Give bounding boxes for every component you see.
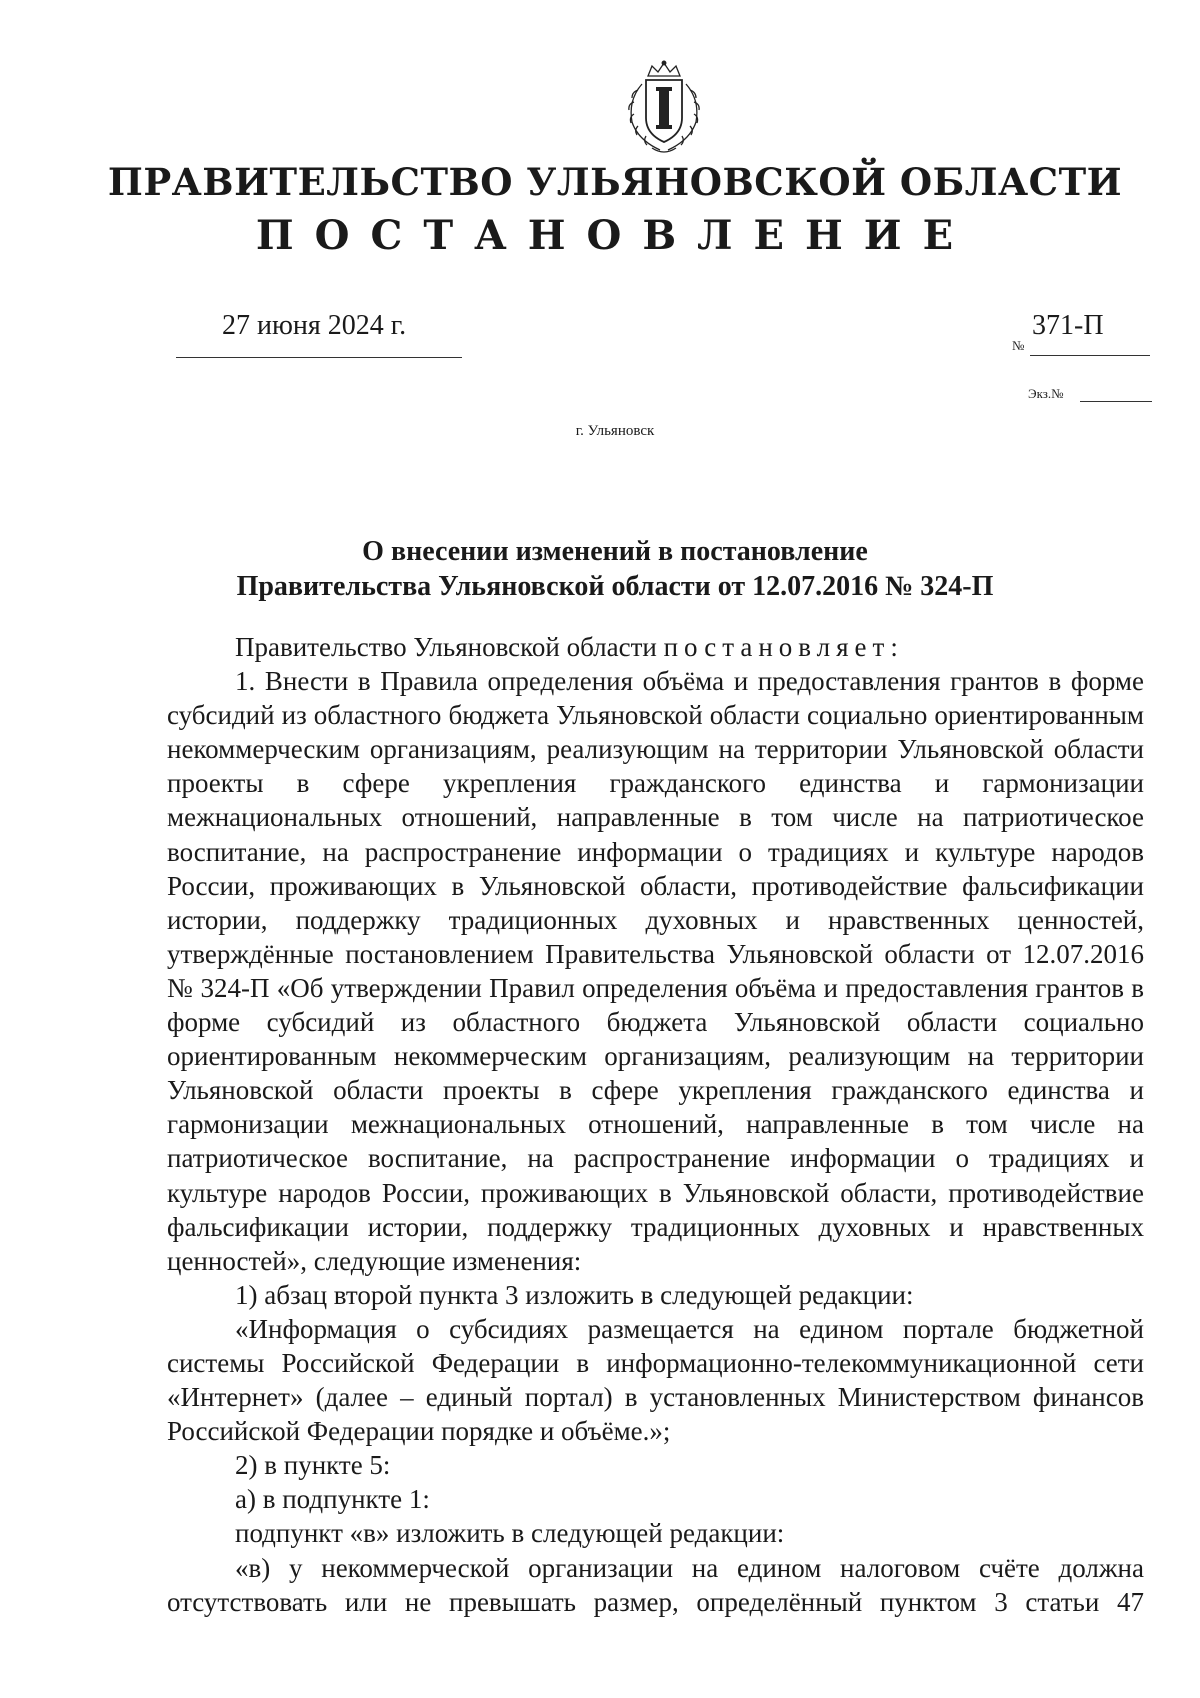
quote-1: «Информация о субсидиях размещается на едином портале бюджетной системы Российской Федерации в информационно-телекоммуникационной сети «Интернет» (далее – единый портал) в установленных Министерством финансов Российской Федерации порядке и объёме.»; (167, 1313, 1144, 1447)
city: г. Ульяновск (575, 423, 655, 439)
document-type-title: ПОСТАНОВЛЕНИЕ (255, 212, 975, 259)
preamble-decree: постановляет: (663, 632, 904, 662)
copy-number-label: Экз.№ (1028, 386, 1064, 401)
preamble-start: Правительство Ульяновской области (235, 632, 657, 662)
organization-title: ПРАВИТЕЛЬСТВО УЛЬЯНОВСКОЙ ОБЛАСТИ (107, 160, 1123, 204)
date-underline (176, 357, 462, 358)
preamble (167, 630, 1144, 664)
subject-line-1: О внесении изменений в постановление (362, 536, 868, 567)
copy-number-underline (1080, 401, 1152, 402)
quote-2: «в) у некоммерческой организации на едином налоговом счёте должна отсутствовать или не превышать размер, определённый пунктом 3 статьи 47 (167, 1552, 1144, 1617)
subject-line-2: Правительства Ульяновской области от 12.07.2016 № 324-П (236, 571, 994, 602)
document-body (167, 630, 1144, 1619)
document-number: 371-П (1032, 310, 1104, 341)
number-label: № (1012, 338, 1025, 353)
item-1: 1. Внести в Правила определения объёма и предоставления грантов в форме субсидий из областного бюджета Ульяновской области социально ориентированным некоммерческим организациям, реализующим на территории Ульяновской области проекты в сфере укрепления гражданского единства и гармонизации межнациональных отношений, направленные в том числе на патриотическое воспитание, на распространение информации о традициях и культуре народов России, проживающих в Ульяновской области, противодействие фальсификации истории, поддержку традиционных духовных и нравственных ценностей, утверждённые постановлением Правительства Ульяновской области от 12.07.2016 № 324-П «Об утверждении Правил определения объёма и предоставления грантов в форме субсидий из областного бюджета Ульяновской области социально ориентированным некоммерческим организациям, реализующим на территории Ульяновской области проекты в сфере укрепления гражданского единства и гармонизации межнациональных отношений, направленные в том числе на патриотическое воспитание, на распространение информации о традициях и культуре народов России, проживающих в Ульяновской области, противодействие фальсификации истории, поддержку традиционных духовных и нравственных ценностей», следующие изменения: (167, 666, 1144, 1276)
coat-of-arms-icon (618, 60, 710, 158)
document-subject (0, 534, 1200, 604)
document-date: 27 июня 2024 г. (222, 310, 407, 341)
number-underline (1030, 355, 1150, 356)
subitem-2a-text: подпункт «в» изложить в следующей редакции: (235, 1518, 785, 1549)
subitem-2: 2) в пункте 5: (235, 1450, 391, 1481)
subitem-2a: а) в подпункте 1: (235, 1484, 430, 1515)
subitem-1: 1) абзац второй пункта 3 изложить в следующей редакции: (235, 1279, 914, 1310)
